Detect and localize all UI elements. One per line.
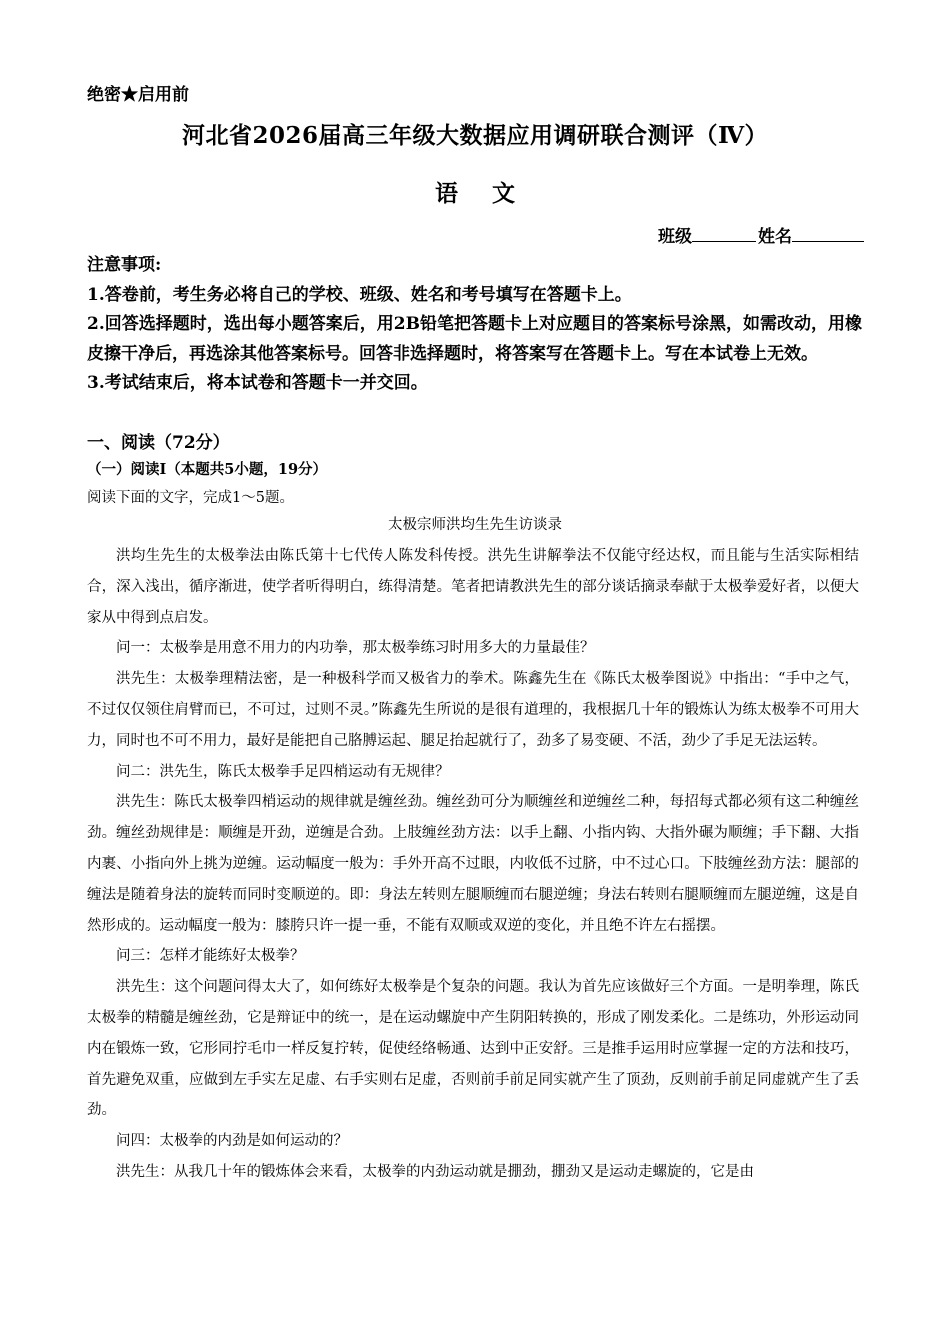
name-label: 姓名 — [758, 227, 792, 247]
article-paragraph: 问二：洪先生，陈氏太极拳手足四梢运动有无规律？ — [116, 763, 450, 780]
article-body — [87, 541, 859, 1188]
subject-char-2: 文 — [492, 180, 515, 207]
article-paragraph: 问三：怎样才能练好太极拳？ — [116, 948, 305, 965]
notice-item: 3.考试结束后，将本试卷和答题卡一并交回。 — [87, 373, 428, 393]
section-heading: 一、阅读（72分） — [87, 433, 230, 453]
article-paragraph: 洪均生先生的太极拳法由陈氏第十七代传人陈发科传授。洪先生讲解拳法不仅能守经达权，而且能与生活实际相结合，深入浅出，循序渐进，使学者听得明白，练得清楚。笔者把请教洪先生的部分谈话摘录奉献于太极拳爱好者，以便大家从中得到点启发。 — [87, 548, 859, 626]
class-blank[interactable] — [692, 225, 756, 242]
subject-title — [0, 175, 950, 208]
article-paragraph: 问一：太极拳是用意不用力的内功拳，那太极拳练习时用多大的力量最佳？ — [116, 640, 595, 657]
article-paragraph: 洪先生：从我几十年的锻炼体会来看，太极拳的内劲运动就是掤劲，掤劲又是运动走螺旋的，它是由 — [116, 1163, 754, 1180]
article-paragraph: 问四：太极拳的内劲是如何运动的？ — [116, 1133, 348, 1150]
secret-label: 绝密★启用前 — [87, 85, 189, 105]
reading-instruction: 阅读下面的文字，完成1～5题。 — [87, 490, 294, 506]
article-paragraph: 洪先生：这个问题问得太大了，如何练好太极拳是个复杂的问题。我认为首先应该做好三个方面。一是明拳理，陈氏太极拳的精髓是缠丝劲，它是辩证中的统一，是在运动螺旋中产生阴阳转换的，形成了刚发柔化。二是练功，外形运动同内在锻炼一致，它形同拧毛巾一样反复拧转，促使经络畅通、达到中正安舒。三是推手运用时应掌握一定的方法和技巧，首先避免双重，应做到左手实左足虚、右手实则右足虚，否则前手前足同实就产生了顶劲，反则前手前足同虚就产生了丢劲。 — [87, 979, 859, 1119]
article-title: 太极宗师洪均生先生访谈录 — [388, 517, 562, 533]
notice-item: 1.答卷前，考生务必将自己的学校、班级、姓名和考号填写在答题卡上。 — [87, 284, 632, 305]
notice-heading: 注意事项: — [87, 255, 162, 275]
article-paragraph: 洪先生：太极拳理精法密，是一种极科学而又极省力的拳术。陈鑫先生在《陈氏太极拳图说》中指出：“手中之气，不过仅仅领住肩臂而已，不可过，过则不灵。”陈鑫先生所说的是很有道理的，我根据几十年的锻炼认为练太极拳不可用大力，同时也不可不用力，最好是能把自己胳膊运起、腿足抬起就行了，劲多了易变硬、不活，劲少了手足无法运转。 — [87, 671, 859, 749]
subject-char-1: 语 — [435, 180, 458, 207]
class-label: 班级 — [658, 227, 692, 247]
class-name-fields — [658, 222, 864, 247]
sub-section-heading: （一）阅读Ⅰ（本题共5小题，19分） — [87, 461, 328, 478]
exam-title: 河北省2026届高三年级大数据应用调研联合测评（Ⅳ） — [181, 122, 769, 149]
article-paragraph: 洪先生：陈氏太极拳四梢运动的规律就是缠丝劲。缠丝劲可分为顺缠丝和逆缠丝二种，每招每式都必须有这二种缠丝劲。缠丝劲规律是：顺缠是开劲，逆缠是合劲。上肢缠丝劲方法：以手上翻、小指内钩、大指外碾为顺缠；手下翻、大指内裹、小指向外上挑为逆缠。运动幅度一般为：手外开高不过眼，内收低不过脐，中不过心口。下肢缠丝劲方法：腿部的缠法是随着身法的旋转而同时变顺逆的。即：身法左转则左腿顺缠而右腿逆缠；身法右转则右腿顺缠而左腿逆缠，这是自然形成的。运动幅度一般为：膝胯只许一提一垂，不能有双顺或双逆的变化，并且绝不许左右摇摆。 — [87, 794, 859, 934]
notice-item: 2.回答选择题时，选出每小题答案后，用2B铅笔把答题卡上对应题目的答案标号涂黑，如需改动，用橡皮擦干净后，再选涂其他答案标号。回答非选择题时，将答案写在答题卡上。写在本试卷上无效。 — [87, 314, 862, 364]
notice-block — [87, 251, 867, 399]
name-blank[interactable] — [792, 225, 864, 242]
